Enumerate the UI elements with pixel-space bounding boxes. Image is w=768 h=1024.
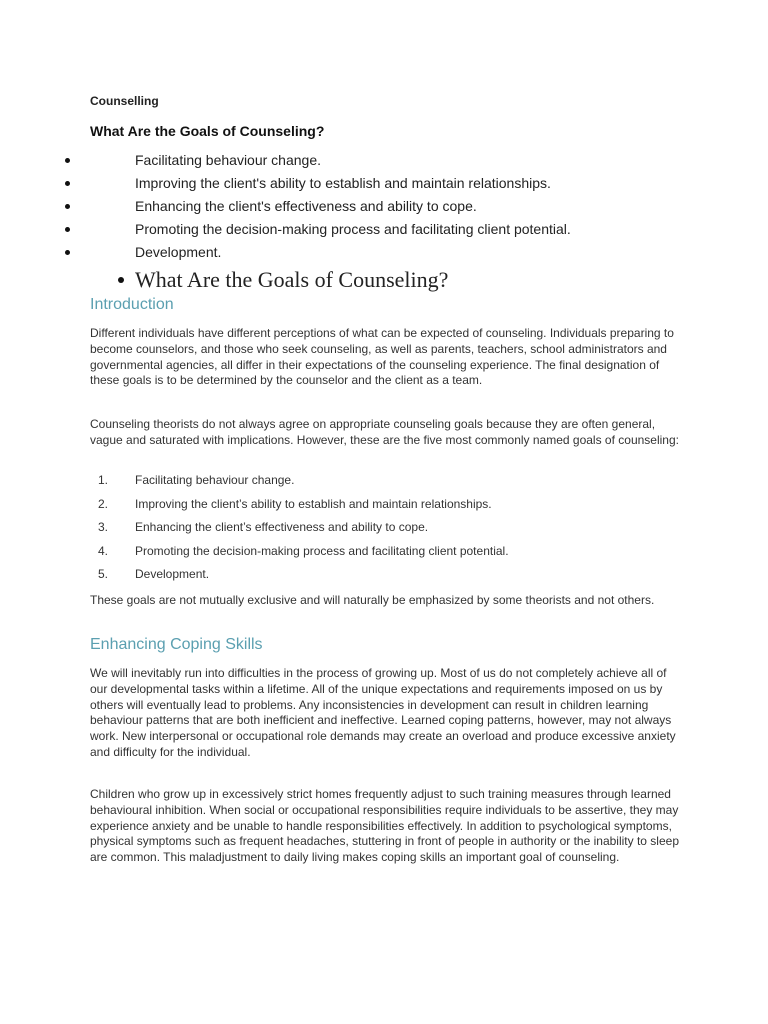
list-item	[0, 151, 768, 174]
list-item-number: 4.	[98, 543, 109, 558]
list-item-text: Improving the client's ability to establish and maintain relationships.	[135, 175, 551, 191]
list-item	[0, 220, 768, 243]
bullet-icon	[65, 158, 70, 163]
goals-heading: What Are the Goals of Counseling?	[90, 123, 325, 139]
introduction-paragraph-3: These goals are not mutually exclusive and will naturally be emphasized by some theorists and not others.	[90, 593, 655, 607]
list-item-text: Enhancing the client’s effectiveness and ability to cope.	[135, 520, 429, 535]
introduction-heading: Introduction	[90, 296, 174, 313]
list-item-text: Promoting the decision-making process and facilitating client potential.	[135, 221, 571, 237]
bullet-icon	[65, 204, 70, 209]
coping-paragraph-1: We will inevitably run into difficulties in the process of growing up. Most of us do not completely achieve all of our developmental tasks within a lifetime. All of the unique expectations and requirements imposed on us by others will eventually lead to problems. Any inconsistencies in development can result in children learning behaviour patterns that are both inefficient and ineffective. Learned coping patterns, however, may not always work. New interpersonal or occupational role demands may create an overload and produce excessive anxiety and difficulty for the individual.	[90, 666, 676, 759]
list-item	[90, 544, 690, 568]
introduction-paragraph-1: Different individuals have different perceptions of what can be expected of counseling. Individuals preparing to become counselors, and those who seek counseling, as well as parents, teachers, school administrators and governmental agencies, all differ in their expectations of the counseling experience. The final designation of these goals is to be determined by the counselor and the client as a team.	[90, 326, 674, 388]
serif-goals-heading-text: What Are the Goals of Counseling?	[135, 267, 449, 292]
bullet-icon	[65, 250, 70, 255]
list-item-text: Development.	[135, 567, 210, 582]
list-item-number: 5.	[98, 567, 109, 582]
list-item	[0, 174, 768, 197]
list-item-text: Facilitating behaviour change.	[135, 473, 295, 487]
bullet-icon	[65, 227, 70, 232]
bullet-icon	[65, 181, 70, 186]
list-item	[0, 197, 768, 220]
list-item-text: Development.	[135, 244, 222, 260]
list-item-number: 1.	[98, 473, 109, 487]
list-item-text: Enhancing the client's effectiveness and ability to cope.	[135, 198, 477, 214]
list-item-text: Facilitating behaviour change.	[135, 152, 322, 168]
list-item	[90, 473, 690, 497]
goals-bullet-list	[0, 151, 768, 266]
bullet-icon	[118, 277, 124, 283]
list-item-number: 3.	[98, 520, 109, 535]
introduction-paragraph-2: Counseling theorists do not always agree on appropriate counseling goals because they are often general, vague and saturated with implications. However, these are the five most commonly named goals of counseling:	[90, 417, 679, 447]
list-item	[90, 567, 690, 591]
document-kicker: Counselling	[90, 94, 159, 108]
list-item	[0, 243, 768, 266]
list-item-text: Improving the client’s ability to establish and maintain relationships.	[135, 496, 492, 511]
coping-paragraph-2: Children who grow up in excessively strict homes frequently adjust to such training measures through learned behavioural inhibition. When social or occupational responsibilities require individuals to be assertive, they may experience anxiety and be unable to handle responsibilities effectively. In addition to psychological symptoms, physical symptoms such as frequent headaches, stuttering in front of people in authority or the inability to sleep are common. This maladjustment to daily living makes coping skills an important goal of counseling.	[90, 787, 679, 865]
list-item-text: Promoting the decision-making process and facilitating client potential.	[135, 543, 509, 558]
goals-numbered-list	[90, 473, 690, 591]
list-item	[90, 497, 690, 521]
list-item-number: 2.	[98, 496, 109, 511]
coping-heading: Enhancing Coping Skills	[90, 636, 263, 653]
list-item	[90, 520, 690, 544]
